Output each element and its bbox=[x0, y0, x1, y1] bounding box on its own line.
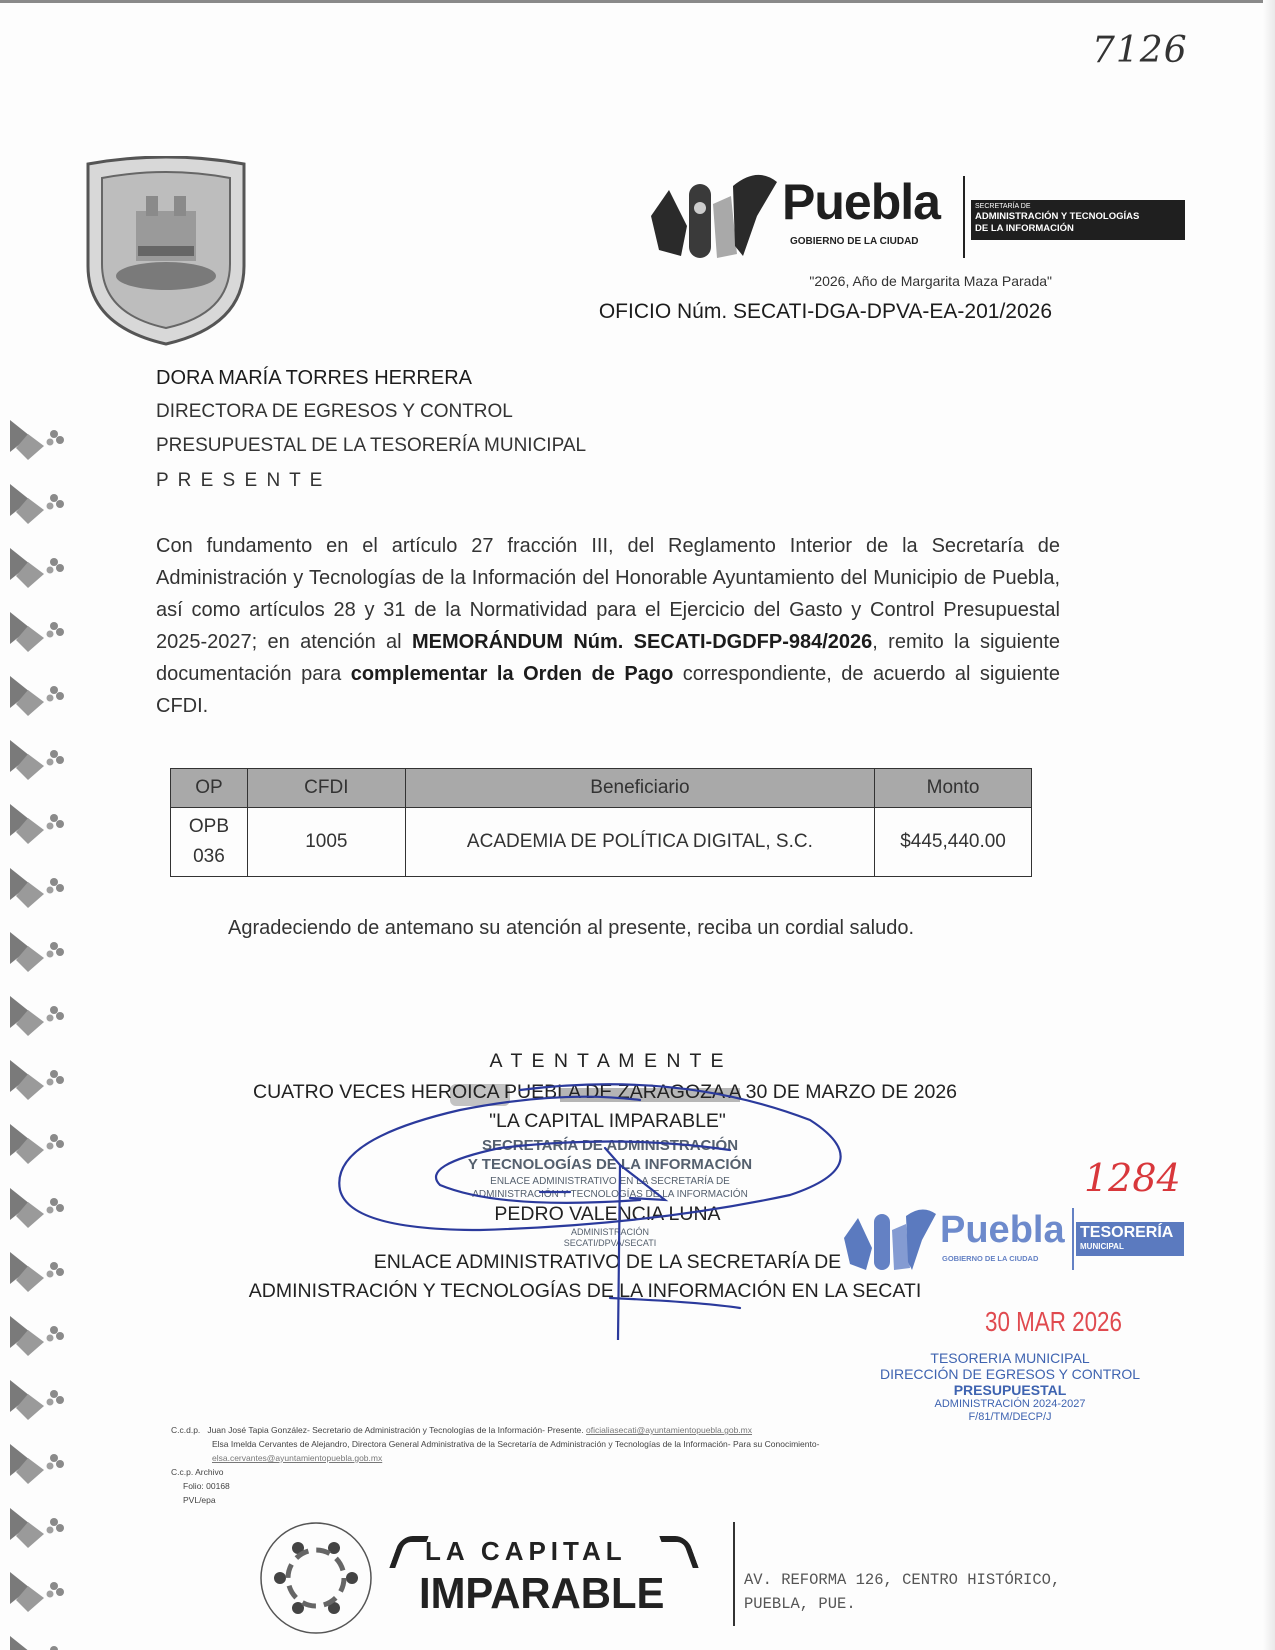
ccp-initials: PVL/epa bbox=[183, 1495, 216, 1505]
footer-divider bbox=[733, 1522, 735, 1626]
copies-block bbox=[171, 1423, 819, 1507]
address-line2: PUEBLA, PUE. bbox=[744, 1595, 856, 1613]
signer-role-line2: ADMINISTRACIÓN Y TECNOLOGÍAS DE LA INFORMACIÓN EN LA SECATI bbox=[248, 1280, 922, 1302]
stamp-line5: ADMINISTRACIÓN bbox=[570, 1227, 649, 1237]
slogan: "LA CAPITAL IMPARABLE" bbox=[489, 1110, 726, 1132]
puebla-secati-logo bbox=[647, 166, 1187, 260]
tes-line5: F/81/TM/DECP/J bbox=[968, 1411, 1052, 1423]
signer-role-line1: ENLACE ADMINISTRATIVO DE LA SECRETARÍA DE bbox=[373, 1251, 842, 1273]
tesoreria-logo bbox=[842, 1204, 1187, 1274]
stamp-logo-city: Puebla bbox=[940, 1209, 1065, 1251]
logo-department-box bbox=[971, 200, 1185, 240]
ccp-folio: Folio: 00168 bbox=[183, 1481, 230, 1491]
atentamente: A T E N T A M E N T E bbox=[489, 1050, 726, 1072]
decorative-border bbox=[0, 420, 68, 1650]
ccp-email1-link[interactable]: oficialiasecati@ayuntamientopuebla.gob.mx bbox=[586, 1425, 753, 1435]
logo-subtitle: GOBIERNO DE LA CIUDAD bbox=[790, 236, 919, 247]
stamp-line4: ADMINISTRACIÓN Y TECNOLOGÍAS DE LA INFORMACIÓN bbox=[472, 1189, 748, 1200]
body-paragraph bbox=[156, 530, 1060, 722]
brand-line1: LA CAPITAL bbox=[425, 1536, 627, 1566]
receipt-date: 30 MAR 2026 bbox=[985, 1306, 1122, 1337]
table-header-row bbox=[171, 769, 1032, 808]
norma-igualdad-seal bbox=[258, 1520, 374, 1636]
signer-name: PEDRO VALENCIA LUNA bbox=[494, 1203, 721, 1225]
tes-line4: ADMINISTRACIÓN 2024-2027 bbox=[934, 1398, 1086, 1410]
stamp-line3: ENLACE ADMINISTRATIVO EN LA SECRETARÍA DE bbox=[490, 1176, 730, 1187]
stamp-dept: TESORERÍA bbox=[1080, 1224, 1174, 1241]
cfdi-table bbox=[170, 768, 1032, 877]
address-line1: AV. REFORMA 126, CENTRO HISTÓRICO, bbox=[744, 1571, 1061, 1589]
stamp-line6: SECATI/DPVA/SECATI bbox=[563, 1238, 657, 1248]
ccp-email2-link[interactable]: elsa.cervantes@ayuntamientopuebla.gob.mx bbox=[212, 1453, 383, 1463]
header-monto: Monto bbox=[875, 769, 1032, 808]
tesoreria-stamp-text bbox=[860, 1350, 1160, 1424]
body-emphasis: complementar la Orden de Pago bbox=[350, 663, 674, 685]
puebla-city-emblem-icon bbox=[647, 166, 782, 260]
header-beneficiario: Beneficiario bbox=[405, 769, 874, 808]
cell-beneficiario: ACADEMIA DE POLÍTICA DIGITAL, S.C. bbox=[405, 808, 874, 877]
ccp-line2: Elsa Imelda Cervantes de Alejandro, Directora General Administrativa de la Secretaría de Administración y Tecnologías de la Información- Para su Conocimiento- bbox=[212, 1439, 820, 1449]
brand-line2: IMPARABLE bbox=[419, 1569, 665, 1618]
cell-op bbox=[171, 808, 248, 877]
addressee-title-line2: PRESUPUESTAL DE LA TESORERÍA MUNICIPAL bbox=[156, 435, 587, 456]
addressee-name: DORA MARÍA TORRES HERRERA bbox=[156, 367, 472, 389]
place-date: CUATRO VECES HEROICA PUEBLA DE ZARAGOZA A 30 DE MARZO DE 2026 bbox=[252, 1081, 958, 1103]
ccp-line1: Juan José Tapia González- Secretario de Administración y Tecnologías de la Información- Presente. bbox=[207, 1425, 584, 1435]
memo-reference: MEMORÁNDUM Núm. SECATI-DGDFP-984/2026 bbox=[411, 631, 873, 653]
oficio-number: OFICIO Núm. SECATI-DGA-DPVA-EA-201/2026 bbox=[598, 300, 1052, 323]
scan-top-edge bbox=[0, 0, 1275, 3]
body-text: correspondiente, de acuerdo al siguiente CFDI. bbox=[156, 663, 1060, 717]
header-cfdi: CFDI bbox=[247, 769, 405, 808]
scan-right-edge bbox=[1263, 0, 1275, 1650]
tes-line3: PRESUPUESTAL bbox=[953, 1382, 1067, 1398]
stamp-dept-box bbox=[1076, 1222, 1184, 1256]
logo-divider bbox=[963, 176, 965, 258]
logo-dept-line1: ADMINISTRACIÓN Y TECNOLOGÍAS bbox=[975, 211, 1140, 222]
la-capital-imparable-logo bbox=[395, 1536, 705, 1626]
table-row bbox=[171, 808, 1032, 877]
ccp-archivo: C.c.p. Archivo bbox=[171, 1467, 224, 1477]
cell-cfdi: 1005 bbox=[247, 808, 405, 877]
receipt-number: 1284 bbox=[1084, 1156, 1181, 1200]
handwritten-number: 7126 bbox=[1092, 30, 1188, 71]
header-op: OP bbox=[171, 769, 248, 808]
puebla-city-emblem-icon bbox=[842, 1204, 938, 1272]
logo-dept-small: SECRETARÍA DE bbox=[975, 203, 1031, 210]
logo-city-name: Puebla bbox=[782, 174, 940, 230]
stamp-dept-sub: MUNICIPAL bbox=[1080, 1242, 1124, 1251]
tes-line1: TESORERIA MUNICIPAL bbox=[930, 1350, 1090, 1366]
stamp-line1: SECRETARÍA DE ADMINISTRACIÓN bbox=[481, 1137, 739, 1154]
op-line1: OPB bbox=[188, 816, 230, 837]
closing-paragraph: Agradeciendo de antemano su atención al presente, reciba un cordial saludo. bbox=[228, 917, 915, 939]
city-coat-of-arms-seal bbox=[78, 156, 254, 348]
handwritten-signature bbox=[320, 1070, 880, 1340]
logo-dept-line2: DE LA INFORMACIÓN bbox=[975, 223, 1074, 234]
year-motto: "2026, Año de Margarita Maza Parada" bbox=[809, 273, 1052, 289]
presente: P R E S E N T E bbox=[156, 470, 325, 491]
footer-address bbox=[744, 1568, 1060, 1616]
stamp-logo-subtitle: GOBIERNO DE LA CIUDAD bbox=[942, 1254, 1039, 1263]
ccp-label: C.c.d.p. bbox=[171, 1425, 201, 1435]
addressee-title-line1: DIRECTORA DE EGRESOS Y CONTROL bbox=[156, 401, 513, 422]
tes-line2: DIRECCIÓN DE EGRESOS Y CONTROL bbox=[879, 1366, 1141, 1382]
body-text: , remito la siguiente documentación para bbox=[156, 631, 1061, 685]
op-line2: 036 bbox=[193, 846, 225, 867]
stamp-line2: Y TECNOLOGÍAS DE LA INFORMACIÓN bbox=[467, 1156, 753, 1173]
cell-monto: $445,440.00 bbox=[875, 808, 1032, 877]
body-text: Con fundamento en el artículo 27 fracción III, del Reglamento Interior de la Secretaría de Administración y Tecnologías de la Información del Honorable Ayuntamiento del Municipio de Puebla, así como artículos 28 y 31 de la Normatividad para el Ejercicio del Gasto y Control Presupuestal 2025-2027; en atención al bbox=[156, 535, 1060, 653]
